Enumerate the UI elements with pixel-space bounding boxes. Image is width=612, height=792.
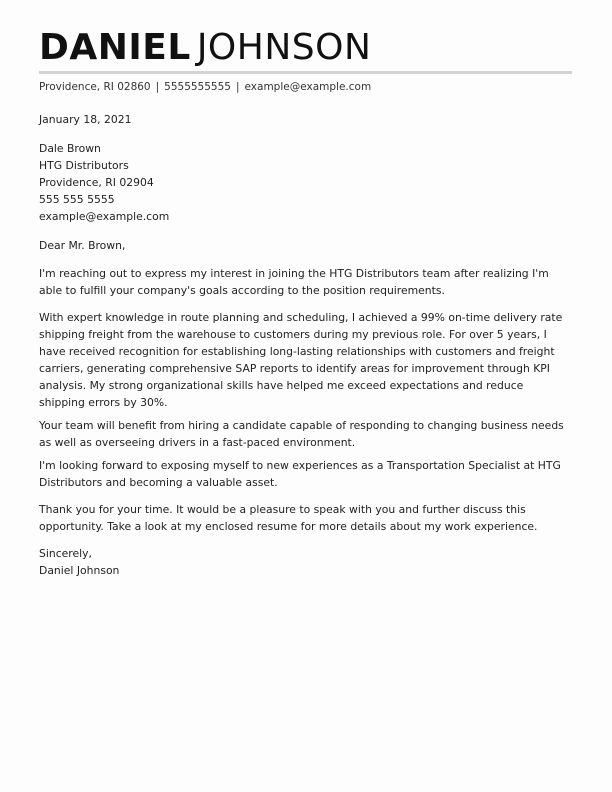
letterhead bbox=[39, 26, 572, 70]
closing-phrase: Sincerely, bbox=[39, 547, 92, 560]
letter-body bbox=[39, 111, 569, 579]
sender-name bbox=[39, 26, 572, 70]
body-paragraph: I'm looking forward to exposing myself to new experiences as a Transportation Specialist at HTG Distributors and becoming a valuable asset. bbox=[39, 459, 561, 489]
header-divider bbox=[39, 71, 572, 74]
recipient-company: HTG Distributors bbox=[39, 159, 129, 172]
sender-contact-line bbox=[39, 80, 371, 94]
sender-email: example@example.com bbox=[244, 81, 372, 93]
sender-first-name: DANIEL bbox=[39, 27, 191, 68]
recipient-city: Providence, RI 02904 bbox=[39, 176, 154, 189]
body-paragraph: Your team will benefit from hiring a candidate capable of responding to changing business needs as well as overseeing drivers in a fast-paced environment. bbox=[39, 419, 564, 449]
salutation: Dear Mr. Brown, bbox=[39, 239, 126, 252]
body-paragraph: With expert knowledge in route planning and scheduling, I achieved a 99% on-time delivery rate shipping freight from the warehouse to customers during my previous role. For over 5 years, I have received recognition for establishing long-lasting relationships with customers and freight carriers, generating comprehensive SAP reports to identify areas for improvement through KPI analysis. My strong organizational skills have helped me exceed expectations and reduce shipping errors by 30%. bbox=[39, 311, 563, 409]
body-paragraph: I'm reaching out to express my interest in joining the HTG Distributors team after realizing I'm able to fulfill your company's goals according to the position requirements. bbox=[39, 267, 549, 297]
sender-address: Providence, RI 02860 bbox=[39, 81, 151, 93]
contact-separator: | bbox=[235, 81, 240, 93]
closing-block bbox=[39, 545, 569, 579]
signature-name: Daniel Johnson bbox=[39, 564, 120, 577]
sender-last-name: JOHNSON bbox=[196, 27, 372, 68]
body-paragraph: Thank you for your time. It would be a pleasure to speak with you and further discuss this opportunity. Take a look at my enclosed resume for more details about my work experience. bbox=[39, 503, 538, 533]
letter-date: January 18, 2021 bbox=[39, 113, 132, 126]
recipient-email: example@example.com bbox=[39, 210, 170, 223]
contact-separator: | bbox=[155, 81, 160, 93]
sender-phone: 5555555555 bbox=[164, 81, 231, 93]
recipient-phone: 555 555 5555 bbox=[39, 193, 115, 206]
recipient-block bbox=[39, 140, 569, 225]
recipient-name: Dale Brown bbox=[39, 142, 101, 155]
